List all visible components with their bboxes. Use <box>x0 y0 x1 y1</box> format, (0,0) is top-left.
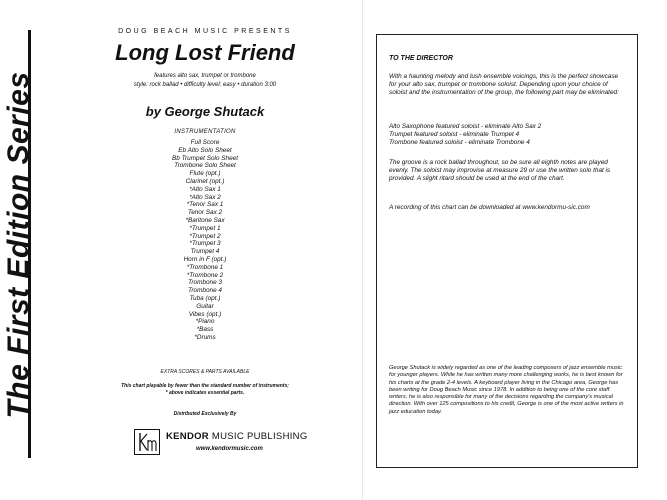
recording-paragraph: A recording of this chart can be downloaded at www.kendormu-sic.com <box>389 204 590 211</box>
instrument-item: Trombone 3 <box>188 279 222 287</box>
elimination-item: Trumpet featured soloist - eliminate Trumpet 4 <box>389 131 520 139</box>
instrument-item: *Trombone 2 <box>186 271 224 279</box>
groove-paragraph: The groove is a rock ballad throughout, so be sure all eighth notes are played evenly. The soloist may improvise at measure 29 or use the written solo that is provided. A slight ritard should be used at the end of the chart. <box>389 159 611 183</box>
instrument-item: Trombone 4 <box>188 287 222 295</box>
instrument-item: Bb Trumpet Solo Sheet <box>172 154 238 162</box>
composer-name: by George Shutack <box>145 104 265 119</box>
elimination-list <box>389 123 625 148</box>
playable-note-line: * above indicates essential parts. <box>165 390 245 396</box>
instrument-item: *Trombone 1 <box>186 263 224 271</box>
instrument-item: *Bass <box>196 326 214 334</box>
kendor-logo-icon <box>134 429 160 455</box>
instrumentation-heading: INSTRUMENTATION <box>174 129 236 135</box>
distributed-by: Distributed Exclusively By <box>173 411 237 417</box>
instrument-item: Eb Alto Solo Sheet <box>178 146 232 154</box>
instrument-item: Horn in F (opt.) <box>183 255 227 263</box>
director-page <box>376 34 638 468</box>
instrument-item: *Trumpet 2 <box>189 232 221 240</box>
style-line: style: rock ballad • difficulty level: easy • duration 3:00 <box>133 82 277 88</box>
instrument-item: Tuba (opt.) <box>189 294 221 302</box>
song-title: Long Lost Friend <box>115 40 295 65</box>
instrument-item: *Trumpet 1 <box>189 224 221 232</box>
instrument-item: *Alto Sax 1 <box>189 185 221 193</box>
instrument-item: Trumpet 4 <box>190 248 220 256</box>
playable-note-line: This chart playable by fewer than the standard number of instruments; <box>121 383 289 389</box>
elimination-item: Trombone featured soloist - eliminate Trombone 4 <box>389 139 530 147</box>
instrument-item: *Piano <box>195 318 215 326</box>
presents-line: DOUG BEACH MUSIC PRESENTS <box>118 28 292 35</box>
instrument-item: Trombone Solo Sheet <box>174 162 236 170</box>
publisher-name-rest: MUSIC PUBLISHING <box>211 431 308 442</box>
director-intro-paragraph: With a haunting melody and lush ensemble voicings, this is the perfect showcase for your alto sax, trumpet or trombone soloist. Depending upon your choice of soloist and the instrumentation of the group, the following part may be eliminated: <box>389 73 619 97</box>
instrument-item: *Alto Sax 2 <box>189 193 221 201</box>
elimination-item: Alto Saxophone featured soloist - eliminate Alto Sax 2 <box>389 123 542 130</box>
extra-scores-note: EXTRA SCORES & PARTS AVAILABLE <box>160 369 250 375</box>
instrument-list <box>80 139 330 342</box>
instrument-item: Full Score <box>190 139 220 146</box>
instrument-item: *Baritone Sax <box>185 216 225 224</box>
instrument-item: Vibes (opt.) <box>188 310 222 318</box>
composer-bio: George Shutack is widely regarded as one of the leading composers of jazz ensemble music for younger players. While he has written many more challenging works, he is best known for his charts at the grade 2-4 levels. A keyboard player living in the Chicago area, George has been writing for Doug Beach Music since 1978. In addition to being one of the core staff writers, he is also responsible for many of the decisions regarding the company's musical direction. With over 125 compositions to his credit, George is one of the most active writers in jazz education today. <box>389 365 624 415</box>
series-title: The First Edition Series <box>2 71 35 419</box>
instrument-item: *Drums <box>194 333 216 341</box>
instrument-item: Tenor Sax 2 <box>187 209 223 217</box>
instrument-item: *Trumpet 3 <box>189 240 221 248</box>
publisher-name-bold: KENDOR <box>166 431 209 442</box>
publisher-website: www.kendormusic.com <box>196 446 263 452</box>
features-line: features alto sax, trumpet or trombone <box>154 73 256 79</box>
publisher-name <box>166 431 308 442</box>
director-heading: TO THE DIRECTOR <box>389 55 453 62</box>
playable-note <box>80 383 330 397</box>
instrument-item: Flute (opt.) <box>189 170 221 178</box>
page-divider <box>362 0 363 500</box>
instrument-item: *Tenor Sax 1 <box>186 201 224 209</box>
instrument-item: Guitar <box>196 302 214 310</box>
instrument-item: Clarinet (opt.) <box>185 177 225 185</box>
